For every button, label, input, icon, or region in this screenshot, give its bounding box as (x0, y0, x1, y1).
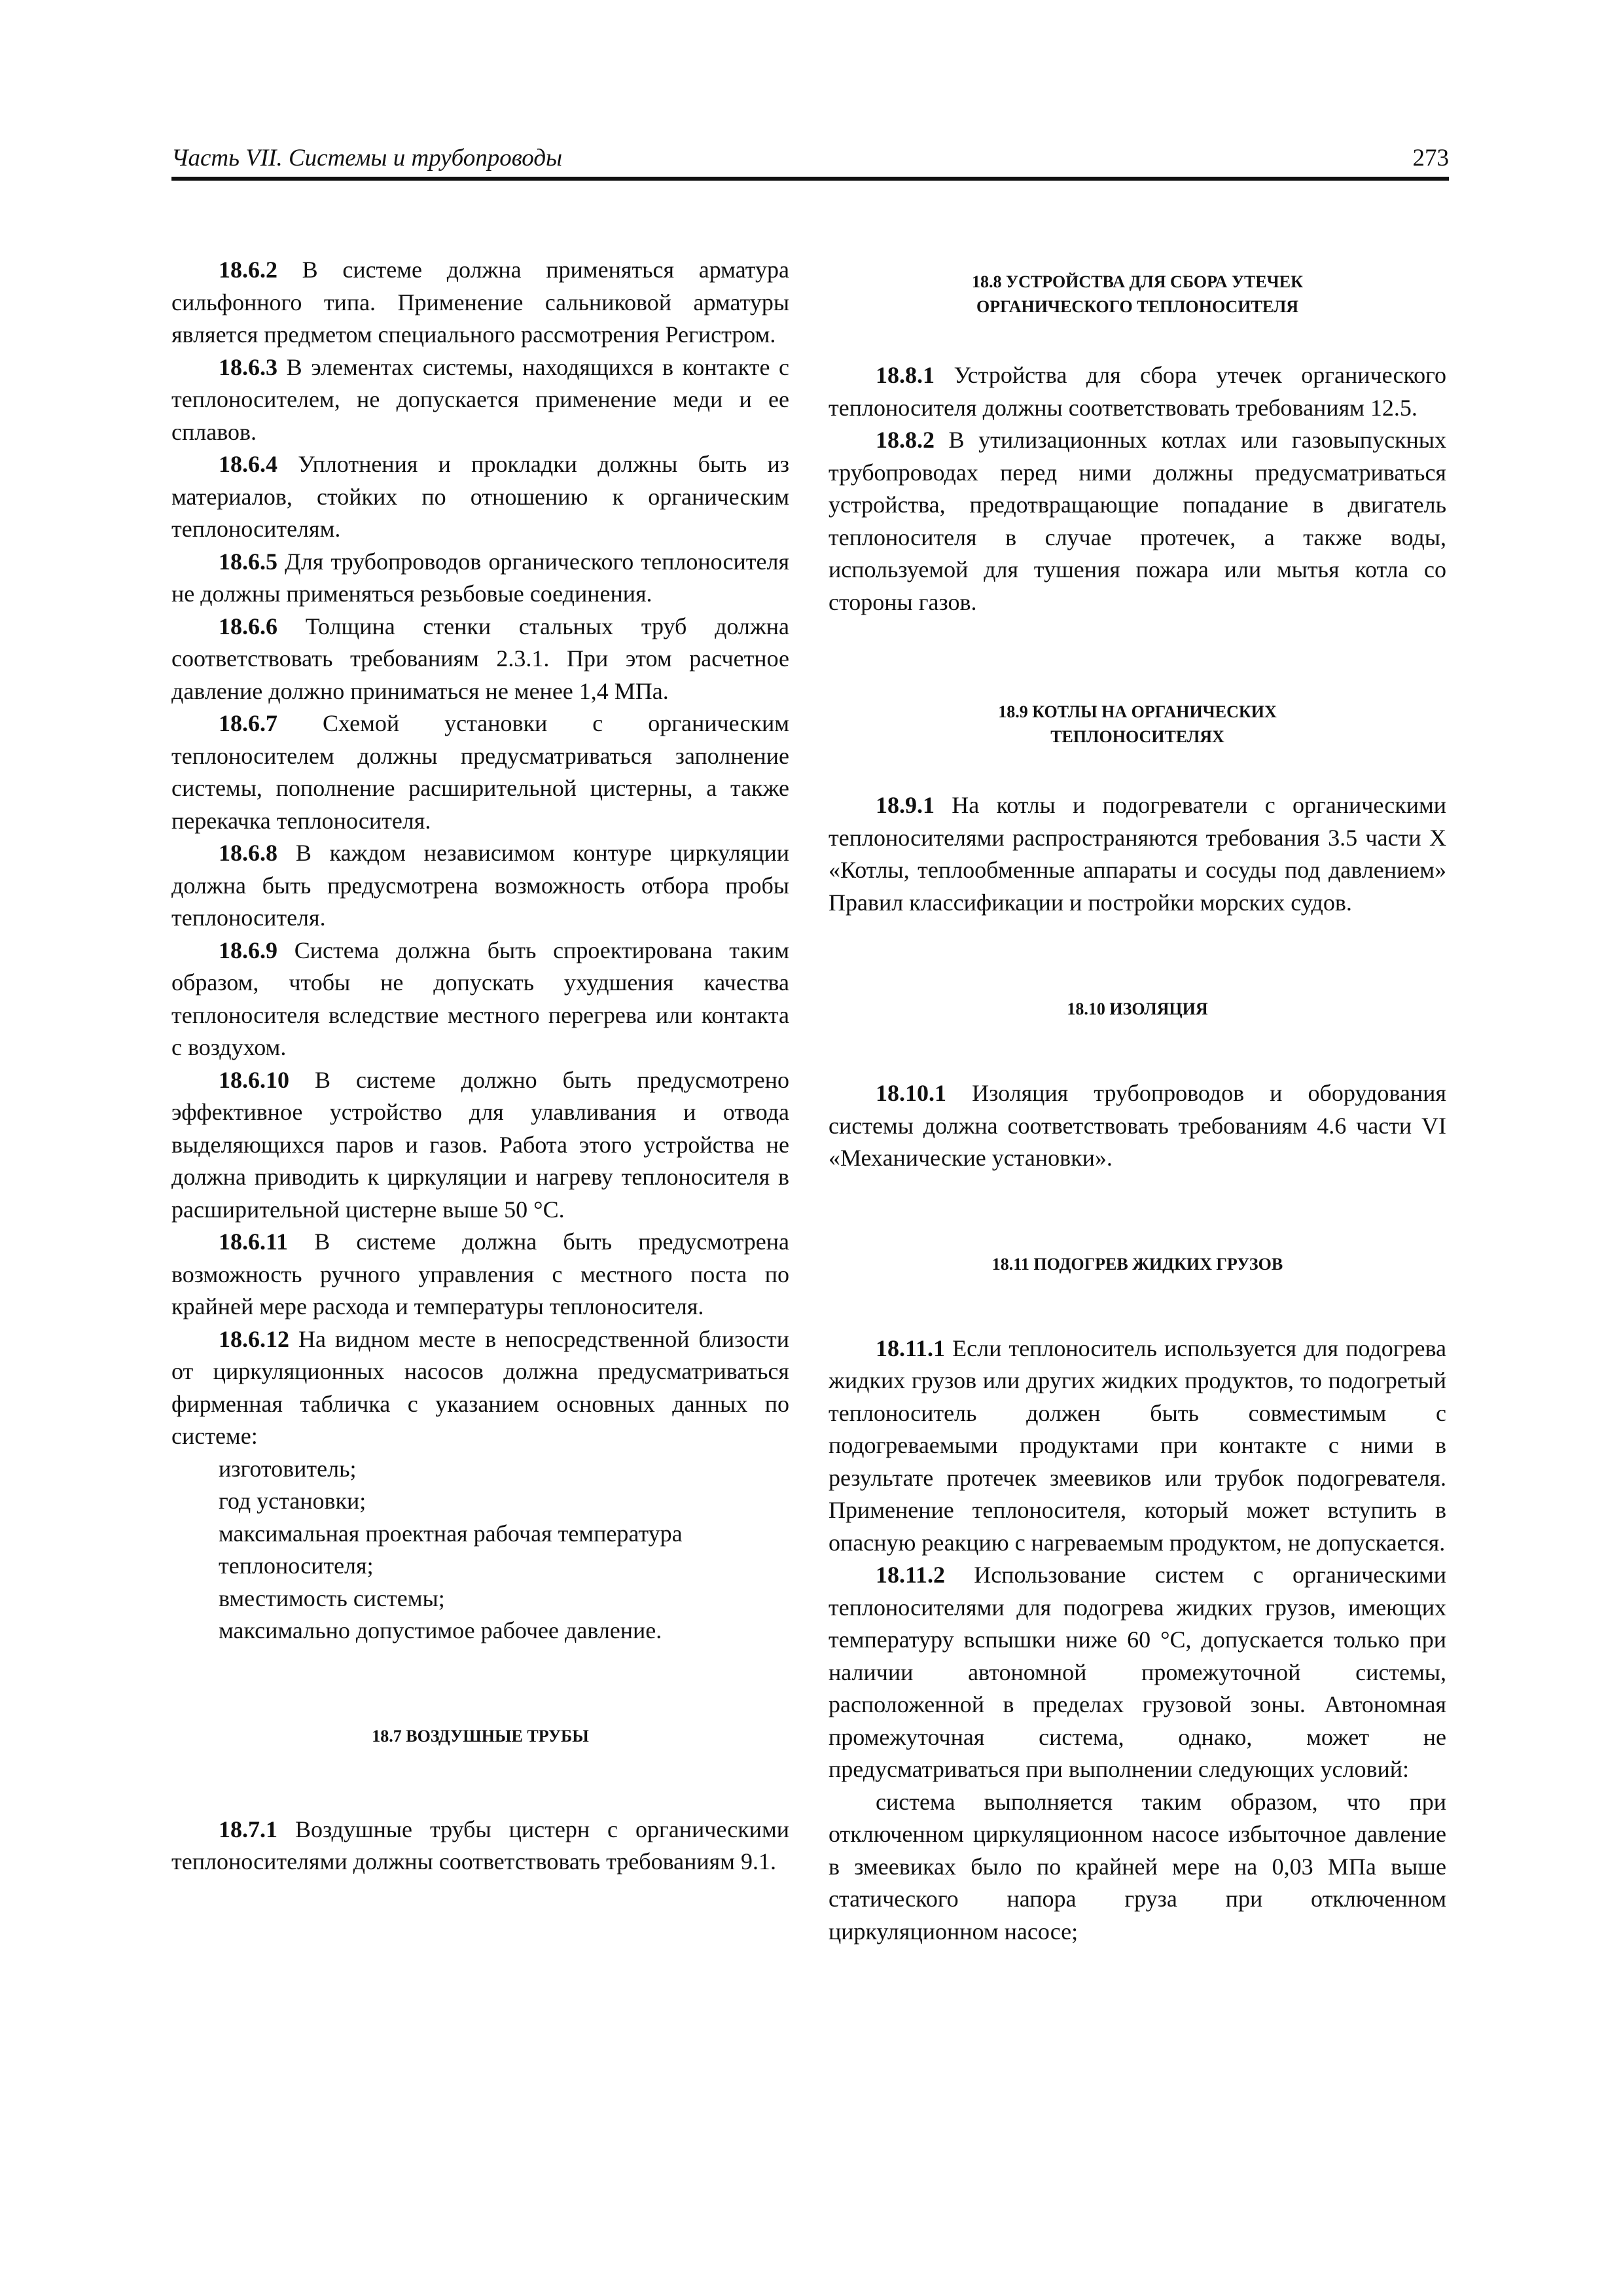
list-item: год установки; (219, 1488, 366, 1514)
clause-18-9-1 (829, 789, 1446, 919)
clause-text: Система должна быть спроектирована таким образом, чтобы не допускать ухудшения качества теплоносителя вследствие местного перегрева или контакта с воздухом. (171, 937, 789, 1060)
section-heading-18-10: 18.10 ИЗОЛЯЦИЯ (1067, 999, 1208, 1018)
clause-number: 18.7.1 (219, 1816, 277, 1842)
clause-18-6-4 (171, 448, 789, 546)
clause-18-11-1 (829, 1333, 1446, 1560)
clause-18-6-12 (171, 1323, 789, 1453)
running-header (171, 137, 1449, 181)
list-item: изготовитель; (219, 1455, 357, 1482)
clause-number: 18.6.3 (219, 353, 277, 380)
clause-number: 18.6.5 (219, 548, 277, 575)
section-heading-18-9 (829, 700, 1446, 749)
clause-text: В элементах системы, находящихся в контакте с теплоносителем, не допускается применение меди и ее сплавов. (171, 353, 789, 445)
clause-text: Использование систем с органическими теплоносителями для подогрева жидких грузов, имеющих температуру вспышки ниже 60 °С, допускается только при наличии автономной промежуточной системы, расположенной в пределах грузовой зоны. Автономная промежуточная система, однако, может не предусматриваться при выполнении следующих условий: (829, 1562, 1446, 1782)
clause-18-6-10 (171, 1064, 789, 1227)
clause-number: 18.6.6 (219, 613, 277, 639)
clause-text: Устройства для сбора утечек органического теплоносителя должны соответствовать требованиям 12.5. (829, 362, 1446, 421)
clause-18-6-3 (171, 351, 789, 449)
clause-18-7-1 (171, 1814, 789, 1878)
section-heading-18-11: 18.11 ПОДОГРЕВ ЖИДКИХ ГРУЗОВ (991, 1254, 1283, 1274)
list-item: максимально допустимое рабочее давление. (219, 1617, 662, 1643)
clause-18-6-9 (171, 935, 789, 1064)
clause-18-6-6 (171, 611, 789, 708)
list-item: максимальная проектная рабочая температура теплоносителя; (219, 1520, 683, 1579)
clause-text: Схемой установки с органическим теплоносителем должны предусматриваться заполнение системы, пополнение расширительной цистерны, а также перекачка теплоносителя. (171, 710, 789, 834)
clause-number: 18.8.1 (876, 362, 935, 388)
clause-text: На котлы и подогреватели с органическими теплоносителями распространяются требования 3.5 части X «Котлы, теплообменные аппараты и сосуды под давлением» Правил классификации и постройки морских судов. (829, 792, 1446, 916)
clause-text: Воздушные трубы цистерн с органическими теплоносителями должны соответствовать требованиям 9.1. (171, 1816, 789, 1874)
page-number: 273 (1412, 145, 1449, 171)
left-column (171, 254, 789, 1878)
condition-paragraph: система выполняется таким образом, что при отключенном циркуляционном насосе избыточное давление в змеевиках было по крайней мере на 0,03 МПа выше статического напора груза при отключенном циркуляционном насосе; (829, 1788, 1446, 1945)
clause-18-6-8 (171, 837, 789, 935)
clause-18-11-2 (829, 1559, 1446, 1786)
clause-18-6-2 (171, 254, 789, 351)
clause-text: В системе должна применяться арматура сильфонного типа. Применение сальниковой арматуры является предметом специального рассмотрения Регистром. (171, 257, 789, 348)
clause-text: В утилизационных котлах или газовыпускных трубопроводах перед ними должны предусматриваться устройства, предотвращающие попадание в двигатель теплоносителя в случае протечек, а также воды, используемой для тушения пожара или мытья котла со стороны газов. (829, 427, 1446, 615)
clause-18-6-5 (171, 546, 789, 611)
clause-text: В каждом независимом контуре циркуляции должна быть предусмотрена возможность отбора пробы теплоносителя. (171, 840, 789, 931)
clause-number: 18.8.2 (876, 427, 935, 453)
clause-number: 18.6.9 (219, 937, 277, 963)
clause-number: 18.6.2 (219, 257, 277, 283)
clause-text: Изоляция трубопроводов и оборудования системы должна соответствовать требованиям 4.6 части VI «Механические установки». (829, 1080, 1446, 1171)
section-heading-18-7: 18.7 ВОЗДУШНЫЕ ТРУБЫ (372, 1726, 589, 1746)
section-heading-line: ОРГАНИЧЕСКОГО ТЕПЛОНОСИТЕЛЯ (976, 297, 1299, 316)
right-column (829, 254, 1446, 1948)
clause-text: В системе должно быть предусмотрено эффективное устройство для улавливания и отвода выделяющихся паров и газов. Работа этого устройства не должна приводить к циркуляции и нагреву теплоносителя в расширительной цистерне выше 50 °С. (171, 1066, 789, 1223)
clause-text: Для трубопроводов органического теплоносителя не должны применяться резьбовые соединения. (171, 548, 789, 607)
clause-number: 18.6.7 (219, 710, 277, 736)
clause-18-6-7 (171, 708, 789, 837)
header-title: Часть VII. Системы и трубопроводы (171, 145, 563, 171)
clause-number: 18.9.1 (876, 792, 935, 818)
section-heading-line: 18.8 УСТРОЙСТВА ДЛЯ СБОРА УТЕЧЕК (972, 272, 1303, 291)
clause-text: В системе должна быть предусмотрена возможность ручного управления с местного поста по крайней мере расхода и температуры теплоносителя. (171, 1229, 789, 1319)
clause-text: Толщина стенки стальных труб должна соответствовать требованиям 2.3.1. При этом расчетное давление должно приниматься не менее 1,4 МПа. (171, 613, 789, 704)
clause-18-8-1 (829, 359, 1446, 424)
clause-number: 18.6.12 (219, 1325, 289, 1352)
section-heading-line: 18.9 КОТЛЫ НА ОРГАНИЧЕСКИХ (998, 702, 1277, 721)
clause-number: 18.6.4 (219, 451, 277, 477)
clause-18-6-11 (171, 1226, 789, 1323)
clause-text: Уплотнения и прокладки должны быть из материалов, стойких по отношению к органическим теплоносителям. (171, 451, 789, 542)
section-heading-18-8 (829, 270, 1446, 319)
clause-text: Если теплоноситель используется для подогрева жидких грузов или других жидких продуктов, то подогретый теплоноситель должен быть совместимым с подогреваемыми продуктами при контакте с ними в результате протечек змеевиков или трубок подогревателя. Применение теплоносителя, который может вступить в опасную реакцию с нагреваемым продуктом, не допускается. (829, 1335, 1446, 1556)
clause-number: 18.10.1 (876, 1080, 946, 1106)
section-heading-line: ТЕПЛОНОСИТЕЛЯХ (1050, 727, 1224, 746)
clause-number: 18.6.11 (219, 1229, 289, 1255)
clause-number: 18.11.2 (876, 1562, 946, 1588)
list-item: вместимость системы; (219, 1585, 445, 1611)
clause-18-8-2 (829, 424, 1446, 619)
clause-text: На видном месте в непосредственной близости от циркуляционных насосов должна предусматриваться фирменная табличка с указанием основных данных по системе: (171, 1325, 789, 1449)
clause-18-10-1 (829, 1077, 1446, 1175)
clause-number: 18.6.10 (219, 1066, 289, 1093)
clause-number: 18.6.8 (219, 840, 277, 866)
clause-number: 18.11.1 (876, 1335, 946, 1361)
